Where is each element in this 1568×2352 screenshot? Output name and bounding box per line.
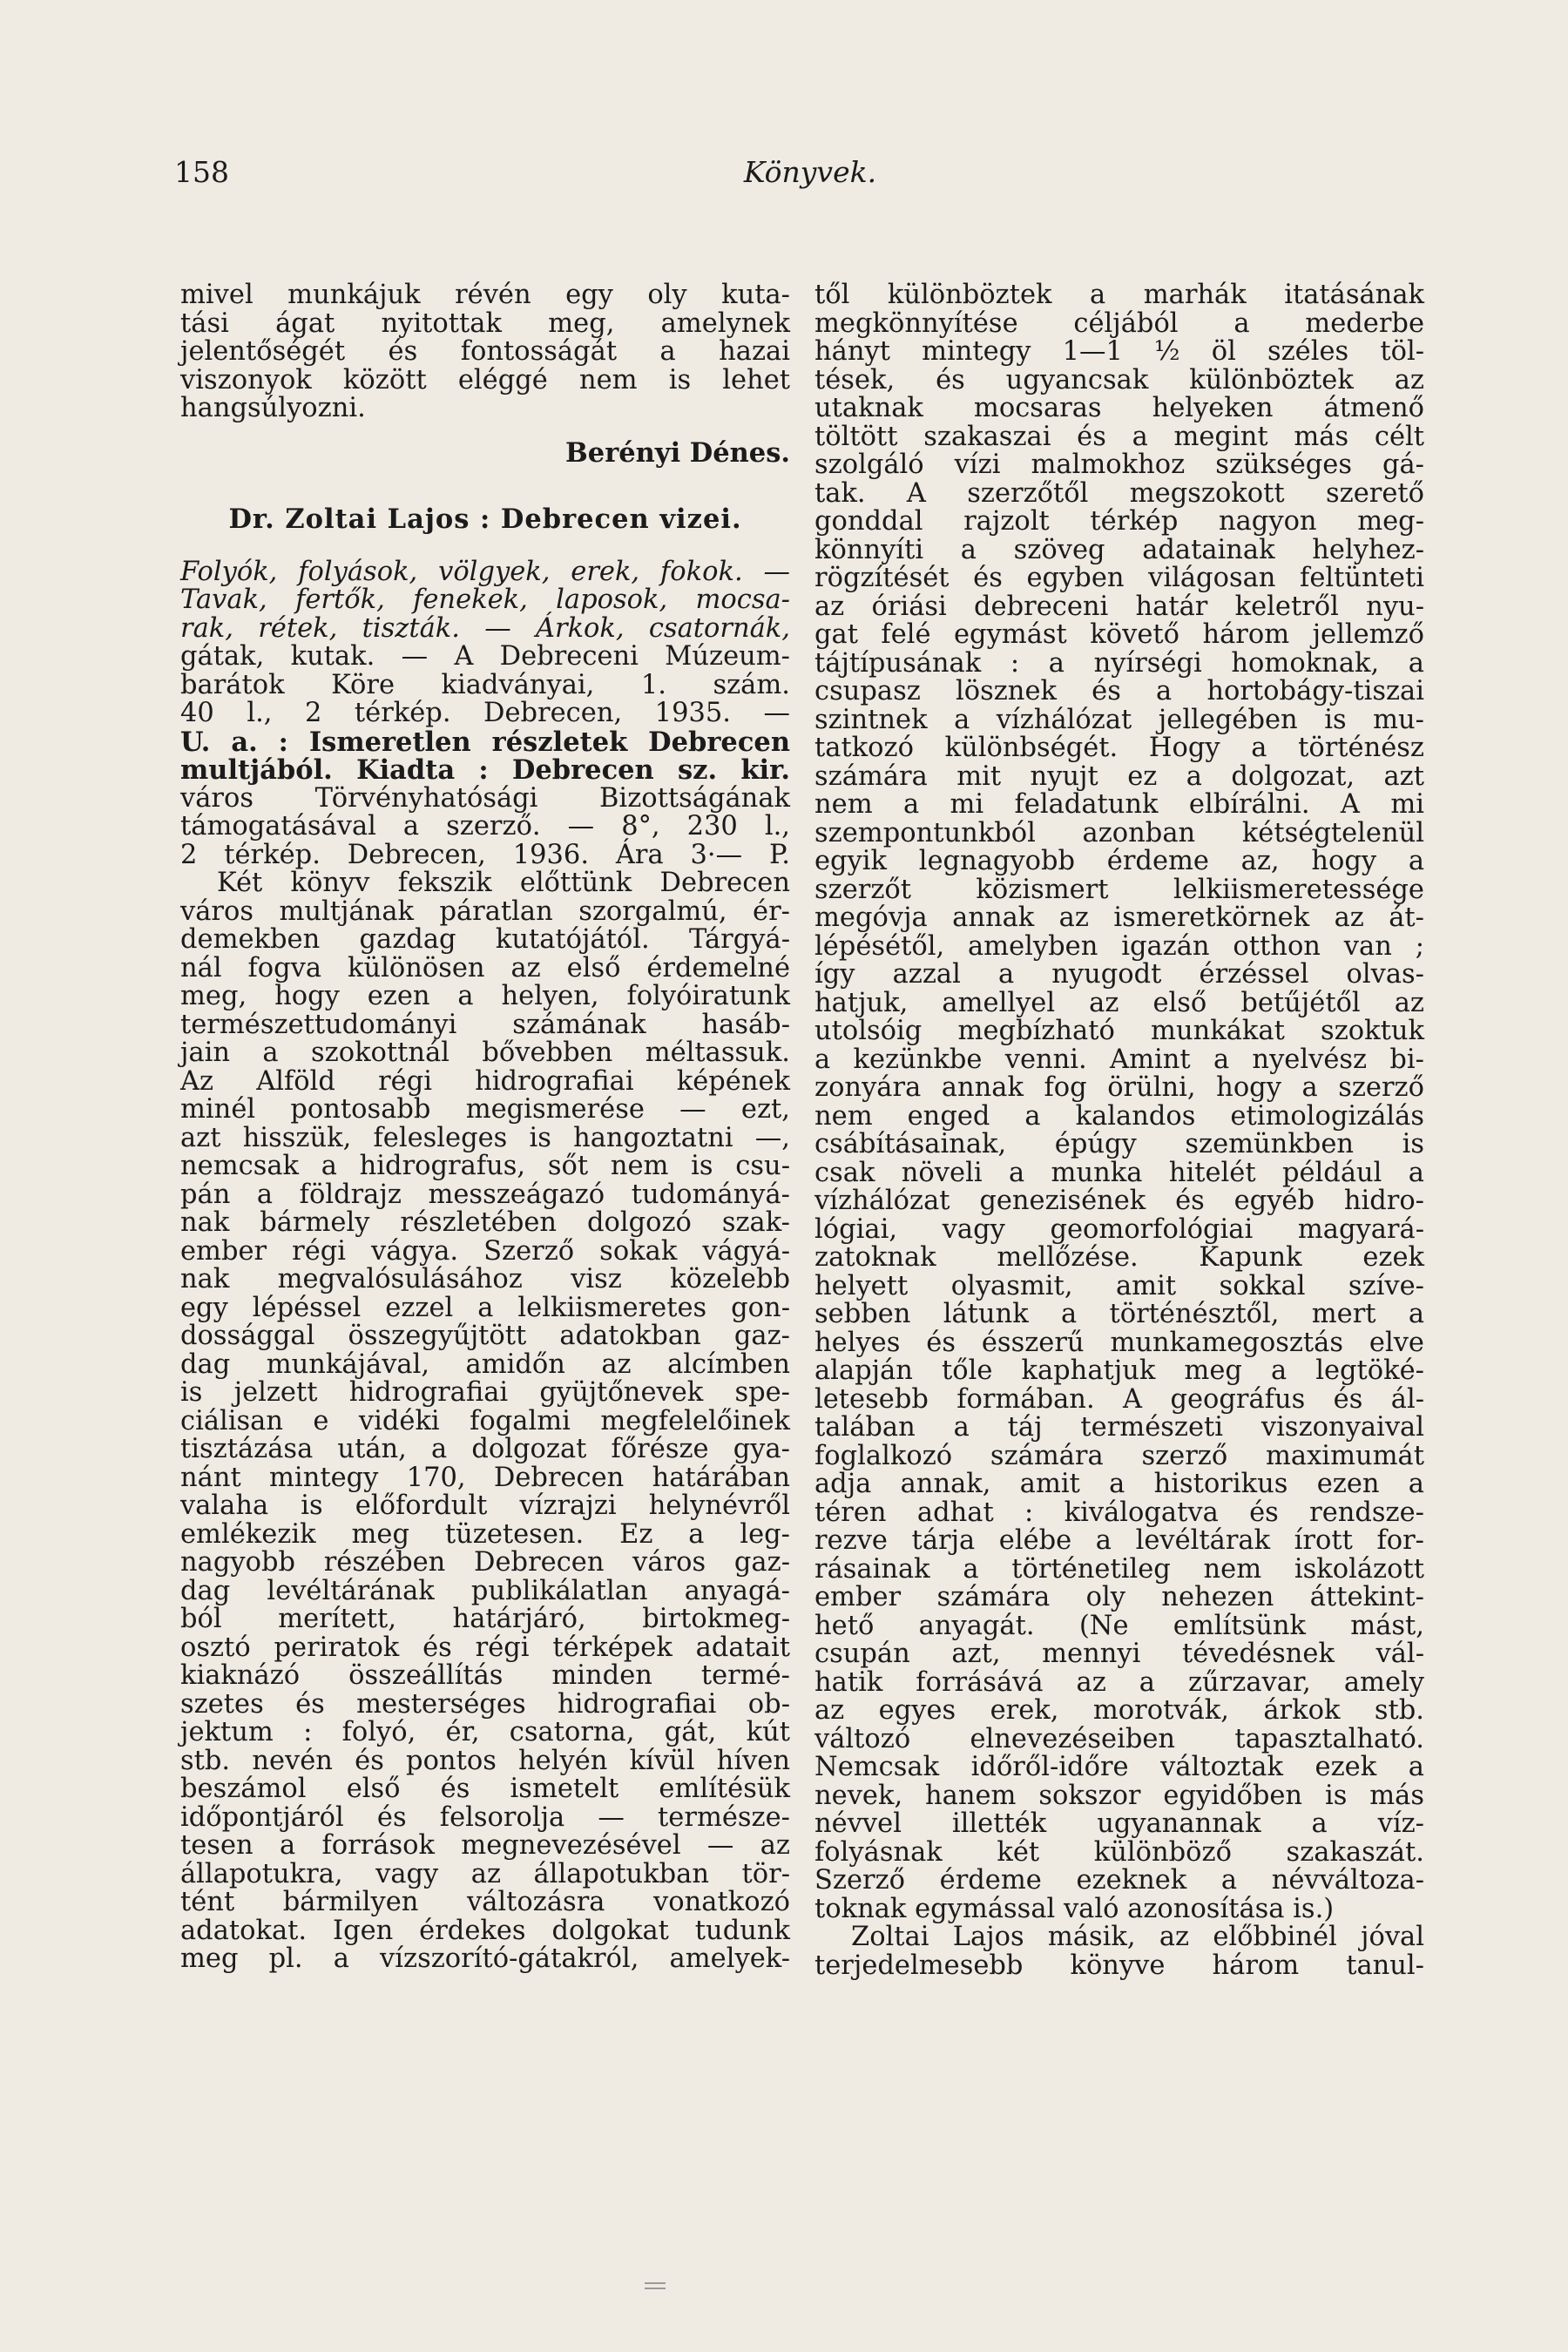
citation-line: gátak, kutak. — A Debreceni Múzeum- bbox=[180, 641, 790, 672]
text-line: megóvja annak az ismeretkörnek az át- bbox=[814, 902, 1424, 933]
text-line: kiaknázó összeállítás minden termé- bbox=[180, 1660, 790, 1691]
text-line: talában a táj természeti viszonyaival bbox=[814, 1412, 1424, 1443]
text-line: változó elnevezéseiben tapasztalható. bbox=[814, 1723, 1424, 1754]
text-line: demekben gazdag kutatójától. Tárgyá- bbox=[180, 924, 790, 955]
citation-line: multjából. Kiadta : Debrecen sz. kir. bbox=[180, 754, 790, 786]
text-line: adja annak, amit a historikus ezen a bbox=[814, 1469, 1424, 1499]
text-line: tisztázása után, a dolgozat főrésze gya- bbox=[180, 1434, 790, 1464]
citation-line: támogatásával a szerző. — 8°, 230 l., bbox=[180, 811, 790, 841]
text-line: Szerző érdeme ezeknek a névváltoza- bbox=[814, 1865, 1424, 1896]
text-line: tatkozó különbségét. Hogy a történész bbox=[814, 733, 1424, 763]
citation-line: rak, rétek, tiszták. — Árkok, csatornák, bbox=[180, 612, 790, 644]
citation-line: város Törvényhatósági Bizottságának bbox=[180, 782, 790, 814]
review-body-continued bbox=[814, 281, 1424, 1980]
closing-paragraph bbox=[180, 281, 790, 423]
text-line: jain a szokottnál bővebben méltassuk. bbox=[180, 1037, 790, 1068]
text-line: ember régi vágya. Szerző sokak vágyá- bbox=[180, 1235, 790, 1267]
citation-line: barátok Köre kiadványai, 1. szám. bbox=[180, 669, 790, 700]
text-line: zonyára annak fog örülni, hogy a szerző bbox=[814, 1072, 1424, 1103]
citation-line: 40 l., 2 térkép. Debrecen, 1935. — bbox=[180, 698, 790, 728]
text-line: vízhálózat genezisének és egyéb hidro- bbox=[814, 1186, 1424, 1216]
text-line: város multjának páratlan szorgalmú, ér- bbox=[180, 896, 790, 927]
text-line: szetes és mesterséges hidrografiai ob- bbox=[180, 1688, 790, 1720]
text-line: megkönnyítése céljából a mederbe bbox=[814, 308, 1424, 339]
citation-line: U. a. : Ismeretlen részletek Debrecen bbox=[180, 726, 790, 758]
page-number: 158 bbox=[174, 155, 229, 189]
text-line: meg pl. a vízszorító-gátakról, amelyek- bbox=[180, 1943, 790, 1974]
text-line: dag munkájával, amidőn az alcímben bbox=[180, 1348, 790, 1380]
text-line: téren adhat : kiválogatva és rendsze- bbox=[814, 1497, 1424, 1528]
text-line: szempontunkból azonban kétségtelenül bbox=[814, 817, 1424, 848]
reviewer-signature: Berényi Dénes. bbox=[565, 436, 790, 469]
text-line: valaha is előfordult vízrajzi helynévről bbox=[180, 1490, 790, 1521]
text-line: Nemcsak időről-időre változtak ezek a bbox=[814, 1752, 1424, 1782]
text-line: tént bármilyen változásra vonatkozó bbox=[180, 1887, 790, 1917]
text-line: beszámol első és ismetelt említésük bbox=[180, 1774, 790, 1804]
citation-line: Folyók, folyások, völgyek, erek, fokok. — bbox=[180, 556, 790, 587]
text-line: adatokat. Igen érdekes dolgokat tudunk bbox=[180, 1915, 790, 1946]
text-line: névvel illették ugyanannak a víz- bbox=[814, 1808, 1424, 1839]
text-line: csak növeli a munka hitelét például a bbox=[814, 1157, 1424, 1188]
text-line: nem enged a kalandos etimologizálás bbox=[814, 1100, 1424, 1132]
text-line: Zoltai Lajos másik, az előbbinél jóval bbox=[851, 1922, 1424, 1952]
text-line: gonddal rajzolt térkép nagyon meg- bbox=[814, 506, 1424, 537]
book-1-citation bbox=[180, 558, 790, 728]
text-line: Két könyv fekszik előttünk Debrecen bbox=[217, 868, 790, 898]
text-line: tak. A szerzőtől megszokott szerető bbox=[814, 477, 1424, 509]
text-line: az egyes erek, morotvák, árkok stb. bbox=[814, 1695, 1424, 1726]
text-line: helyett olyasmit, amit sokkal szíve- bbox=[814, 1270, 1424, 1301]
text-line: ból merített, határjáró, birtokmeg- bbox=[180, 1604, 790, 1634]
text-line: sebben látunk a történésztől, mert a bbox=[814, 1299, 1424, 1329]
text-line: egyik legnagyobb érdeme az, hogy a bbox=[814, 846, 1424, 876]
citation-line: Tavak, fertők, fenekek, laposok, mocsa- bbox=[180, 585, 790, 615]
text-line: letesebb formában. A geográfus és ál- bbox=[814, 1383, 1424, 1415]
text-line: hatik forrásává az a zűrzavar, amely bbox=[814, 1666, 1424, 1698]
text-line: lépésétől, amelyben igazán otthon van ; bbox=[814, 930, 1424, 962]
text-line: nál fogva különösen az első érdemelné bbox=[180, 952, 790, 983]
text-line: mivel munkájuk révén egy oly kuta- bbox=[180, 280, 790, 310]
running-title: Könyvek. bbox=[743, 155, 877, 189]
text-line: számára mit nyujt ez a dolgozat, azt bbox=[814, 760, 1424, 792]
text-line: emlékezik meg tüzetesen. Ez a leg- bbox=[180, 1518, 790, 1550]
text-line: től különböztek a marhák itatásának bbox=[814, 280, 1424, 310]
text-line: nemcsak a hidrografus, sőt nem is csu- bbox=[180, 1151, 790, 1181]
text-line: rögzítését és egyben világosan feltünteti bbox=[814, 563, 1424, 593]
text-line: tések, és ugyancsak különböztek az bbox=[814, 364, 1424, 395]
text-line: azt hisszük, felesleges is hangoztatni —, bbox=[180, 1122, 790, 1153]
text-line: szerzőt közismert lelkiismeretessége bbox=[814, 874, 1424, 905]
text-line: szintnek a vízhálózat jellegében is mu- bbox=[814, 704, 1424, 735]
text-line: utolsóig megbízható munkákat szoktuk bbox=[814, 1016, 1424, 1046]
text-line: tájtípusának : a nyírségi homoknak, a bbox=[814, 647, 1424, 679]
text-line: dossággal összegyűjtött adatokban gaz- bbox=[180, 1321, 790, 1351]
citation-line: 2 térkép. Debrecen, 1936. Ára 3·— P. bbox=[180, 839, 790, 870]
review-title: Dr. Zoltai Lajos : Debrecen vizei. bbox=[228, 504, 742, 535]
text-line: tesen a források megnevezésével — az bbox=[180, 1830, 790, 1861]
text-line: időpontjáról és felsorolja — természe- bbox=[180, 1801, 790, 1833]
text-line: hatjuk, amellyel az első betűjétől az bbox=[814, 987, 1424, 1018]
text-line: minél pontosabb megismerése — ezt, bbox=[180, 1094, 790, 1125]
text-line: helyes és ésszerű munkamegosztás elve bbox=[814, 1327, 1424, 1358]
text-line: meg, hogy ezen a helyen, folyóiratunk bbox=[180, 981, 790, 1011]
text-line: zatoknak mellőzése. Kapunk ezek bbox=[814, 1242, 1424, 1273]
review-body bbox=[180, 869, 790, 1974]
text-line: ember számára oly nehezen áttekint- bbox=[814, 1582, 1424, 1612]
right-column bbox=[814, 281, 1424, 1980]
running-head bbox=[174, 155, 1446, 199]
text-line: az óriási debreceni határ keletről nyu- bbox=[814, 591, 1424, 622]
text-line: nagyobb részében Debrecen város gaz- bbox=[180, 1547, 790, 1578]
text-line: rezve tárja elébe a levéltárak írott for- bbox=[814, 1525, 1424, 1556]
text-line: töltött szakaszai és a megint más célt bbox=[814, 421, 1424, 452]
text-line: utaknak mocsaras helyeken átmenő bbox=[814, 393, 1424, 423]
text-line: hányt mintegy 1—1 ½ öl széles töl- bbox=[814, 336, 1424, 367]
text-line: hető anyagát. (Ne említsünk mást, bbox=[814, 1610, 1424, 1641]
text-line: pán a földrajz messzeágazó tudományá- bbox=[180, 1179, 790, 1210]
text-line: hangsúlyozni. bbox=[180, 393, 366, 423]
text-line: Az Alföld régi hidrografiai képének bbox=[180, 1065, 790, 1097]
text-line: rásainak a történetileg nem iskolázott bbox=[814, 1553, 1424, 1585]
text-line: toknak egymással való azonosítása is.) bbox=[814, 1893, 1335, 1924]
text-line: dag levéltárának publikálatlan anyagá- bbox=[180, 1575, 790, 1606]
text-line: terjedelmesebb könyve három tanul- bbox=[814, 1950, 1424, 1981]
text-line: csábításainak, épúgy szemünkben is bbox=[814, 1129, 1424, 1159]
text-line: lógiai, vagy geomorfológiai magyará- bbox=[814, 1213, 1424, 1245]
text-line: nak megvalósulásához visz közelebb bbox=[180, 1264, 790, 1294]
text-line: könnyíti a szöveg adatainak helyhez- bbox=[814, 534, 1424, 565]
text-line: alapján tőle kaphatjuk meg a legtöké- bbox=[814, 1355, 1424, 1386]
text-line: gat felé egymást követő három jellemző bbox=[814, 619, 1424, 650]
left-column bbox=[180, 281, 790, 1974]
text-line: folyásnak két különböző szakaszát. bbox=[814, 1836, 1424, 1868]
text-line: állapotukra, vagy az állapotukban tör- bbox=[180, 1858, 790, 1889]
text-line: csupasz lösznek és a hortobágy-tiszai bbox=[814, 676, 1424, 706]
text-line: osztó periratok és régi térképek adatait bbox=[180, 1632, 790, 1663]
text-line: jelentőségét és fontosságát a hazai bbox=[180, 336, 790, 367]
text-line: nak bármely részletében dolgozó szak- bbox=[180, 1207, 790, 1238]
text-line: természettudományi számának hasáb- bbox=[180, 1009, 790, 1040]
text-line: ciálisan e vidéki fogalmi megfelelőinek bbox=[180, 1405, 790, 1436]
printer-mark bbox=[645, 2282, 666, 2289]
text-line: nánt mintegy 170, Debrecen határában bbox=[180, 1462, 790, 1493]
text-line: így azzal a nyugodt érzéssel olvas- bbox=[814, 959, 1424, 990]
text-line: is jelzett hidrografiai gyüjtőnevek spe- bbox=[180, 1377, 790, 1408]
book-2-citation bbox=[180, 728, 790, 870]
text-line: foglalkozó számára szerző maximumát bbox=[814, 1440, 1424, 1471]
text-line: jektum : folyó, ér, csatorna, gát, kút bbox=[180, 1717, 790, 1747]
text-line: szolgáló vízi malmokhoz szükséges gá- bbox=[814, 449, 1424, 480]
text-line: stb. nevén és pontos helyén kívül híven bbox=[180, 1745, 790, 1776]
text-line: tási ágat nyitottak meg, amelynek bbox=[180, 308, 790, 339]
text-line: nevek, hanem sokszor egyidőben is más bbox=[814, 1780, 1424, 1811]
text-line: nem a mi feladatunk elbírálni. A mi bbox=[814, 789, 1424, 820]
text-line: viszonyok között eléggé nem is lehet bbox=[180, 364, 790, 395]
text-line: csupán azt, mennyi tévedésnek vál- bbox=[814, 1639, 1424, 1669]
text-line: egy lépéssel ezzel a lelkiismeretes gon- bbox=[180, 1292, 790, 1323]
text-line: a kezünkbe venni. Amint a nyelvész bi- bbox=[814, 1044, 1424, 1075]
